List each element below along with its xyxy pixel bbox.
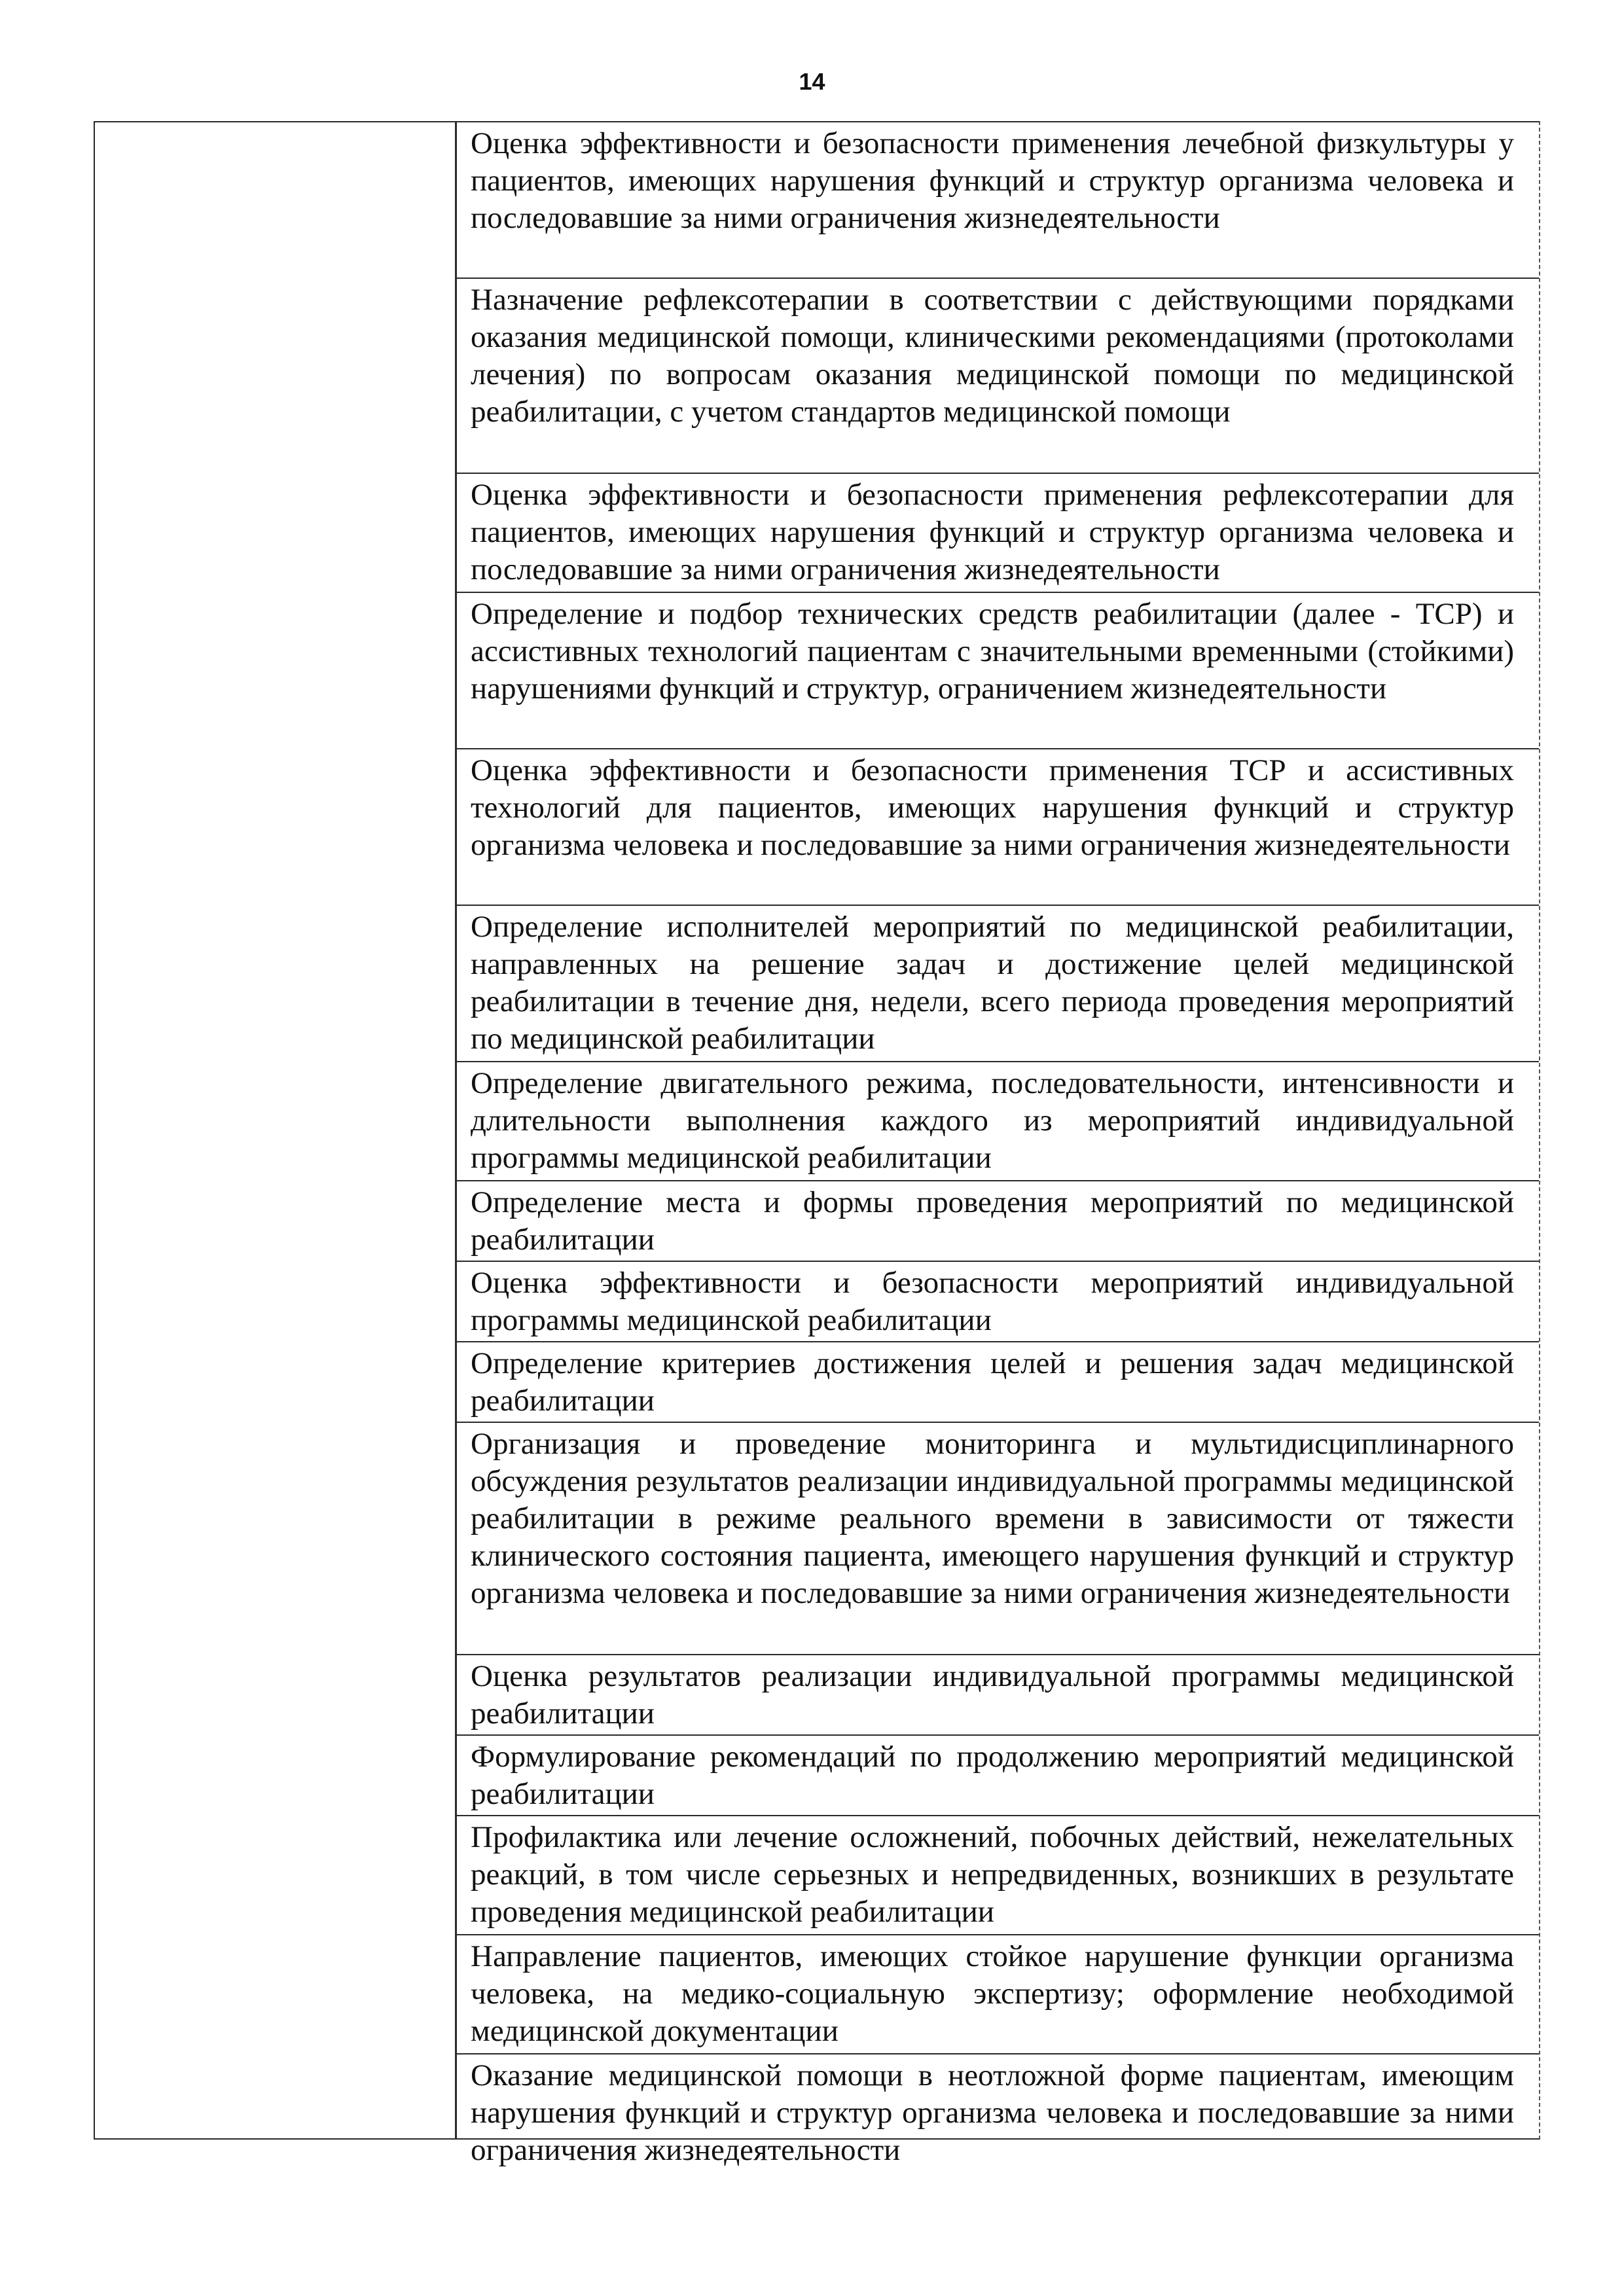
table-left-column [95,122,457,2138]
table-row: Направление пациентов, имеющих стойкое нарушение функции организма человека, на медико-социальную экспертизу; оформление необходимой медицинской документации [457,1935,1539,2054]
labor-functions-table [94,121,1540,2167]
table-row: Оценка эффективности и безопасности применения лечебной физкультуры у пациентов, имеющих нарушения функций и структур организма человека и последовавшие за ними ограничения жизнедеятельности [457,122,1539,279]
table-row: Определение и подбор технических средств реабилитации (далее - ТСР) и ассистивных технологий пациентам с значительными временными (стойкими) нарушениями функций и структур, ограничением жизнедеятельности [457,593,1539,749]
page-number: 14 [799,68,825,95]
table-row: Определение исполнителей мероприятий по медицинской реабилитации, направленных на решение задач и достижение целей медицинской реабилитации в течение дня, недели, всего периода проведения мероприятий по медицинской реабилитации [457,906,1539,1062]
table-row: Формулирование рекомендаций по продолжению мероприятий медицинской реабилитации [457,1736,1539,1816]
table-row: Оказание медицинской помощи в неотложной форме пациентам, имеющим нарушения функций и структур организма человека и последовавшие за ними ограничения жизнедеятельности [471,2058,1514,2167]
table-row: Оценка эффективности и безопасности мероприятий индивидуальной программы медицинской реабилитации [457,1262,1539,1342]
table-row: Оценка эффективности и безопасности применения рефлексотерапии для пациентов, имеющих нарушения функций и структур организма человека и последовавшие за ними ограничения жизнедеятельности [457,474,1539,593]
table-row: Определение двигательного режима, последовательности, интенсивности и длительности выполнения каждого из мероприятий индивидуальной программы медицинской реабилитации [457,1062,1539,1181]
table-row: Профилактика или лечение осложнений, побочных действий, нежелательных реакций, в том числе серьезных и непредвиденных, возникших в результате проведения медицинской реабилитации [457,1816,1539,1935]
table-row: Оценка результатов реализации индивидуальной программы медицинской реабилитации [457,1655,1539,1736]
table-row: Определение критериев достижения целей и решения задач медицинской реабилитации [457,1342,1539,1423]
table-row: Определение места и формы проведения мероприятий по медицинской реабилитации [457,1181,1539,1262]
table-row: Назначение рефлексотерапии в соответствии с действующими порядками оказания медицинской помощи, клиническими рекомендациями (протоколами лечения) по вопросам оказания медицинской помощи по медицинской реабилитации, с учетом стандартов медицинской помощи [457,279,1539,474]
table-row: Оценка эффективности и безопасности применения ТСР и ассистивных технологий для пациентов, имеющих нарушения функций и структур организма человека и последовавшие за ними ограничения жизнедеятельности [457,749,1539,906]
table-row: Организация и проведение мониторинга и мультидисциплинарного обсуждения результатов реализации индивидуальной программы медицинской реабилитации в режиме реального времени в зависимости от тяжести клинического состояния пациента, имеющего нарушения функций и структур организма человека и последовавшие за ними ограничения жизнедеятельности [457,1423,1539,1655]
table-right-column [457,122,1539,2167]
